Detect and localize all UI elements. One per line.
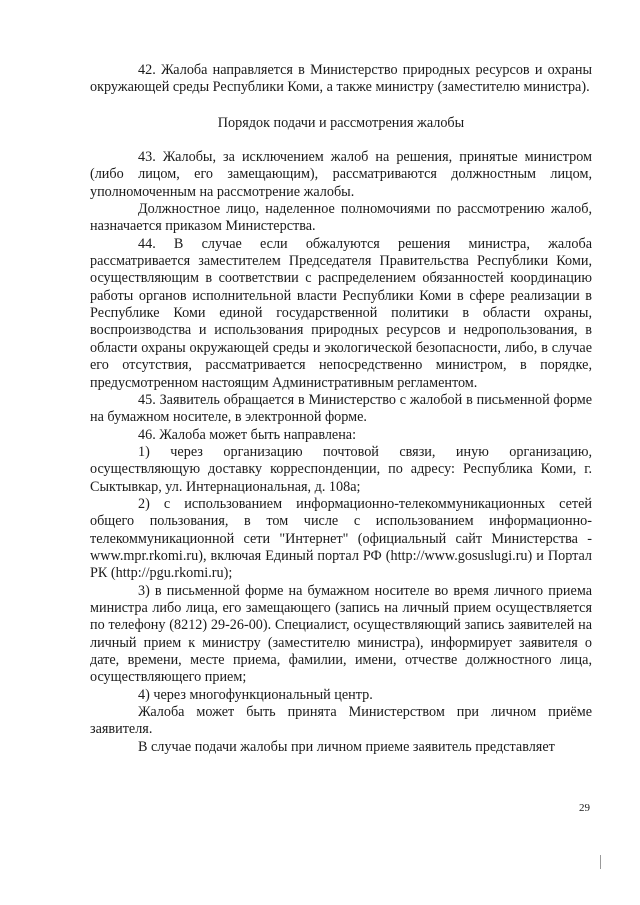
paragraph-46-item-1: 1) через организацию почтовой связи, иную организацию, осуществляющую доставку корреспонденции, по адресу: Республика Коми, г. Сыктывкар, ул. Интернациональная, д. 108а;: [90, 443, 592, 495]
paragraph-46-item-4: 4) через многофункциональный центр.: [138, 686, 373, 703]
document-body: [90, 62, 592, 756]
scan-artifact-line: [600, 855, 601, 869]
paragraph-42: 42. Жалоба направляется в Министерство природных ресурсов и охраны окружающей среды Республики Коми, а также министру (заместителю министра).: [90, 62, 592, 96]
paragraph-46: 46. Жалоба может быть направлена:: [138, 426, 357, 443]
paragraph-personal-submission: В случае подачи жалобы при личном приеме заявитель представляет: [138, 738, 555, 755]
paragraph-46-item-2: 2) с использованием информационно-телекоммуникационных сетей общего пользования, в том числе с использованием информационно-телекоммуникационной сети "Интернет" (официальный сайт Министерства - www.mpr.rkomi.ru), включая Единый портал РФ (http://www.gosuslugi.ru) и Портал РК (http://pgu.rkomi.ru);: [90, 495, 592, 582]
paragraph-46-item-3: 3) в письменной форме на бумажном носителе во время личного приема министра либо лица, его замещающего (запись на личный прием осуществляется по телефону (8212) 29-26-00). Специалист, осуществляющий запись заявителей на личный прием к министру (заместителю министра), информирует заявителя о дате, времени, месте приема, фамилии, имени, отчестве должностного лица, осуществляющего прием;: [90, 582, 592, 686]
paragraph-personal-reception: Жалоба может быть принята Министерством при личном приёме заявителя.: [90, 704, 592, 738]
paragraph-43: 43. Жалобы, за исключением жалоб на решения, принятые министром (либо лицом, его замещающим), рассматриваются должностным лицом, уполномоченным на рассмотрение жалобы.: [90, 149, 592, 200]
paragraph-43-responsible: Должностное лицо, наделенное полномочиями по рассмотрению жалоб, назначается приказом Министерства.: [90, 201, 592, 235]
section-heading: Порядок подачи и рассмотрения жалобы: [217, 114, 465, 131]
page-number: 29: [579, 802, 590, 814]
paragraph-45: 45. Заявитель обращается в Министерство с жалобой в письменной форме на бумажном носителе, в электронной форме.: [90, 391, 592, 426]
paragraph-44: 44. В случае если обжалуются решения министра, жалоба рассматривается заместителем Председателя Правительства Республики Коми, осуществляющим в соответствии с распределением обязанностей координацию работы органов исполнительной власти Республики Коми в сфере реализации в Республике Коми единой государственной политики в области охраны, воспроизводства и использования природных ресурсов и недропользования, в области охраны окружающей среды и экологической безопасности, либо, в случае его отсутствия, рассматривается непосредственно министром, в порядке, предусмотренном настоящим Административным регламентом.: [90, 235, 592, 391]
